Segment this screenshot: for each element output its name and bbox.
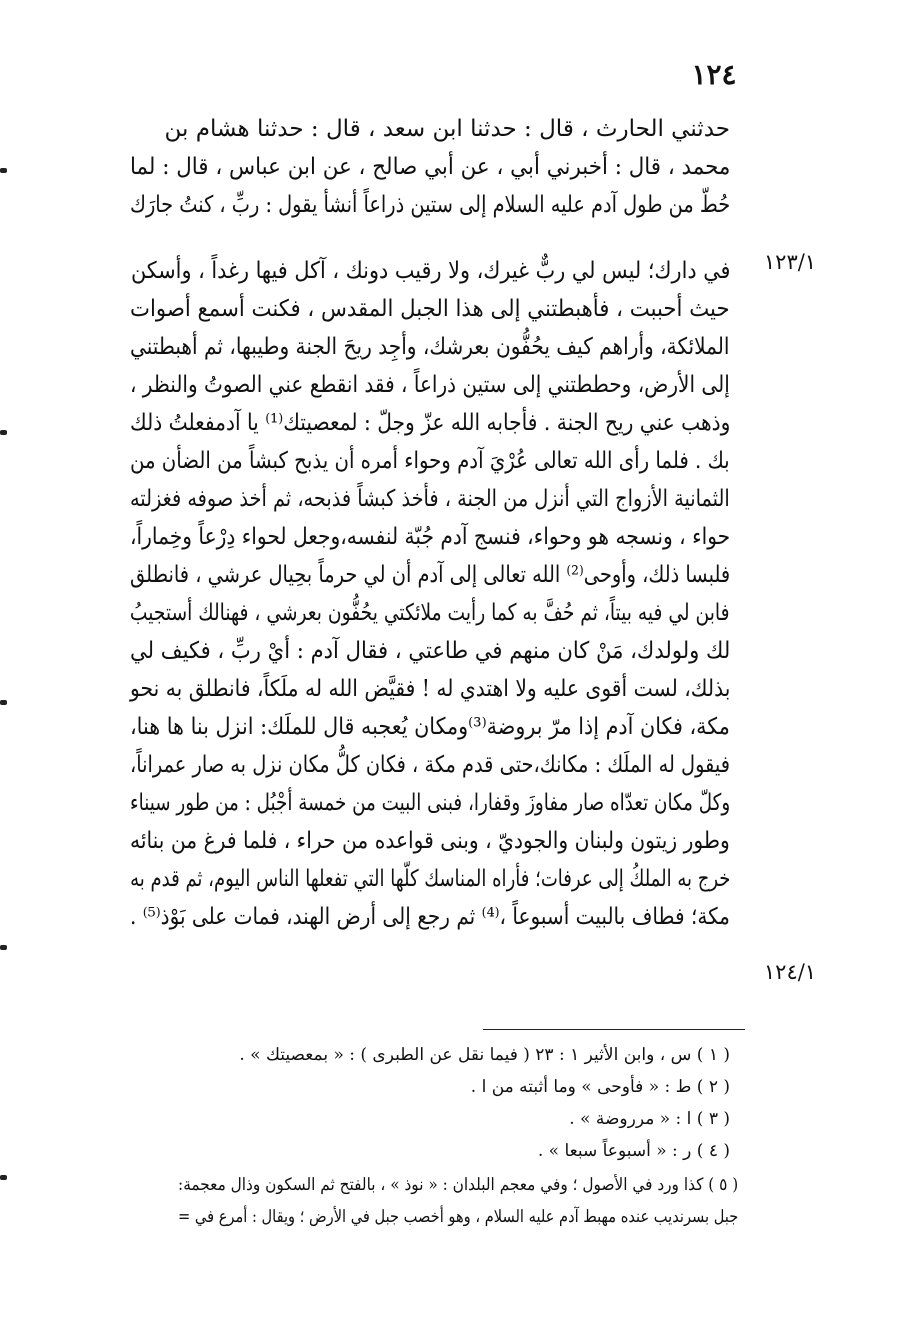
text-line: فابن لي فيه بيتاً، ثم حُفَّ به كما رأيت ملائكتي يحُفُّون بعرشي ، فهنالك أستجيبُ	[130, 600, 730, 626]
binding-mark	[0, 945, 7, 950]
footnote: ( ٣ ) ا : « مرروضة » .	[569, 1109, 730, 1129]
text-line: وذهب عني ريح الجنة . فأجابه الله عزّ وجلّ : لمعصيتك⁽¹⁾ يا آدمفعلتُ ذلك	[129, 410, 730, 436]
text-line: الثمانية الأزواج التي أنزل من الجنة ، فأخذ كبشاً فذبحه، ثم أخذ صوفه فغزلته	[130, 486, 730, 512]
text-line: خرج به الملكُ إلى عرفات؛ فأراه المناسك كلّها التي تفعلها الناس اليوم، ثم قدم به	[129, 866, 730, 892]
text-line: محمد ، قال : أخبرني أبي ، عن أبي صالح ، عن ابن عباس ، قال : لما	[129, 154, 730, 180]
footnote: ( ٥ ) كذا ورد في الأصول ؛ وفي معجم البلدان : « نوذ » ، بالفتح ثم السكون وذال معجمة:	[177, 1175, 738, 1195]
text-line: في دارك؛ ليس لي ربٌّ غيرك، ولا رقيب دونك ، آكل فيها رغداً ، وأسكن	[130, 258, 730, 284]
page-number: ١٢٤	[691, 58, 737, 91]
margin-reference: ١٢٤/١	[763, 960, 817, 984]
text-line: وطور زيتون ولبنان والجوديّ ، وبنى قواعده من حراء ، فلما فرغ من بنائه	[130, 828, 730, 854]
margin-reference: ١٢٣/١	[763, 250, 817, 274]
text-line: حيث أحببت ، فأهبطتني إلى هذا الجبل المقدس ، فكنت أسمع أصوات	[130, 296, 730, 322]
text-line: بك . فلما رأى الله تعالى عُرْيَ آدم وحواء أمره أن يذبح كبشاً من الضأن من	[130, 448, 730, 474]
text-line: حواء ، ونسجه هو وحواء، فنسج آدم جُبّة لنفسه،وجعل لحواء دِرْعاً وخِماراً،	[129, 524, 730, 550]
binding-mark	[0, 430, 7, 435]
footnote: ( ١ ) س ، وابن الأثير ١ : ٢٣ ( فيما نقل عن الطبرى ) : « بمعصيتك » .	[239, 1045, 730, 1065]
text-line: بذلك، لست أقوى عليه ولا اهتدي له ! فقيَّض الله له ملَكاً، فانطلق به نحو	[129, 676, 730, 702]
text-line: وكلّ مكان تعدّاه صار مفاوزَ وقفارا، فبنى البيت من خمسة أجْبُل : من طور سيناء	[129, 790, 730, 816]
text-line: الملائكة، وأراهم كيف يحُفُّون بعرشك، وأجِد ريحَ الجنة وطيبها، ثم أهبطتني	[130, 334, 730, 360]
text-line: لك ولولدك، مَنْ كان منهم في طاعتي ، فقال آدم : أيْ ربِّ ، فكيف لي	[129, 638, 730, 664]
text-line: إلى الأرض، وحططتني إلى ستين ذراعاً ، فقد انقطع عني الصوتُ والنظر ،	[130, 372, 730, 398]
text-line: فيقول له الملَك : مكانك،حتى قدم مكة ، فكان كلُّ مكان نزل به صار عمراناً،	[130, 752, 730, 778]
footnote: ( ٤ ) ر : « أسبوعاً سبعا » .	[537, 1141, 730, 1161]
binding-mark	[0, 1175, 7, 1180]
text-line: حدثني الحارث ، قال : حدثنا ابن سعد ، قال : حدثنا هشام بن	[164, 116, 730, 142]
text-line: حُطّ من طول آدم عليه السلام إلى ستين ذراعاً أنشأ يقول : ربِّ ، كنتُ جارَك	[129, 192, 730, 218]
footnote: ( ٢ ) ط : « فأوحى » وما أثبته من ا .	[470, 1077, 730, 1097]
text-line: مكة؛ فطاف بالبيت أسبوعاً ،⁽⁴⁾ ثم رجع إلى أرض الهند، فمات على بَوْذ⁽⁵⁾ .	[130, 904, 730, 930]
binding-mark	[0, 700, 7, 705]
text-line: مكة، فكان آدم إذا مرّ بروضة⁽³⁾ومكان يُعجبه قال للملَك: انزل بنا ها هنا،	[130, 714, 730, 740]
footnote-divider	[483, 1029, 745, 1030]
footnote: جبل بسرنديب عنده مهبط آدم عليه السلام ، وهو أخصب جبل في الأرض ؛ ويقال : أمرع في =	[177, 1207, 738, 1227]
binding-mark	[0, 168, 7, 173]
text-line: فلبسا ذلك، وأوحى⁽²⁾ الله تعالى إلى آدم أن لي حرماً بحِيال عرشي ، فانطلق	[129, 562, 730, 588]
